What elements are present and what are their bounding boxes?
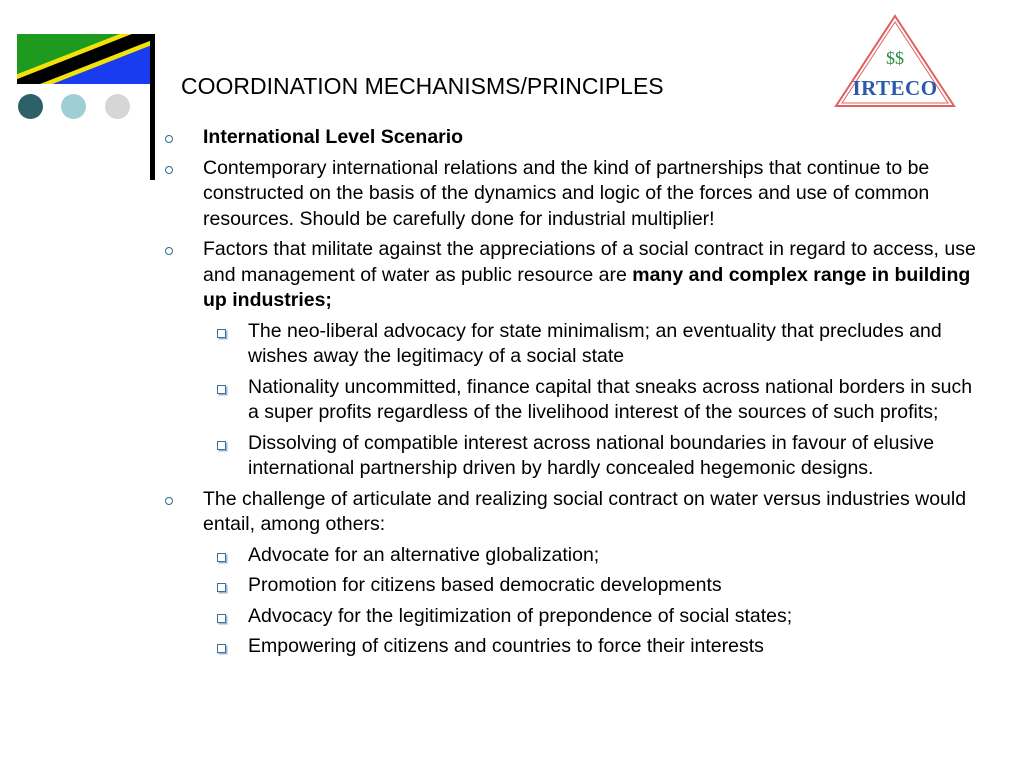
logo-symbol: $$ — [886, 48, 904, 68]
irteco-logo — [834, 14, 956, 108]
decor-dot-dark — [18, 94, 43, 119]
circle-bullet-icon — [165, 247, 173, 255]
decor-dot-light — [61, 94, 86, 119]
bullet-item — [160, 125, 980, 151]
sub-bullet-text: Dissolving of compatible interest across national boundaries in favour of elusive international partnership driven by hardly concealed hegemonic designs. — [248, 431, 935, 479]
bullet-item — [160, 156, 980, 233]
flag-graphic — [17, 34, 155, 84]
bullet-item — [160, 487, 980, 538]
bullet-text-bold: many and complex range in building up industries; — [203, 263, 971, 311]
square-bullet-icon — [217, 614, 226, 623]
logo-name: IRTECO — [852, 76, 938, 100]
sub-bullet-text: Advocacy for the legitimization of prepondence of social states; — [248, 604, 793, 627]
square-bullet-icon — [217, 583, 226, 592]
bullet-item — [160, 237, 980, 314]
bullet-heading: International Level Scenario — [203, 126, 464, 148]
bullet-text: The challenge of articulate and realizing social contract on water versus industries would entail, among others: — [203, 487, 967, 535]
circle-bullet-icon — [165, 497, 173, 505]
bullet-text: Contemporary international relations and the kind of partnerships that continue to be constructed on the basis of the dynamics and logic of the forces and use of common resources. Should be carefully done for industrial multiplier! — [203, 156, 930, 230]
sub-bullet-item — [160, 573, 980, 599]
sub-bullet-item — [160, 543, 980, 569]
sub-bullet-item — [160, 431, 980, 482]
title-accent-bar — [150, 34, 155, 180]
sub-bullet-text: Empowering of citizens and countries to force their interests — [248, 635, 764, 657]
sub-bullet-text: The neo-liberal advocacy for state minimalism; an eventuality that precludes and wishes away the legitimacy of a social state — [248, 319, 942, 367]
sub-bullet-item — [160, 319, 980, 370]
tanzania-flag — [17, 34, 155, 84]
square-bullet-icon — [217, 329, 226, 338]
slide-content — [160, 125, 980, 665]
sub-bullet-text: Advocate for an alternative globalization; — [248, 543, 600, 566]
square-bullet-icon — [217, 385, 226, 394]
slide-title: COORDINATION MECHANISMS/PRINCIPLES — [181, 73, 664, 99]
circle-bullet-icon — [165, 166, 173, 174]
square-bullet-icon — [217, 644, 226, 653]
sub-bullet-item — [160, 604, 980, 630]
sub-bullet-text: Promotion for citizens based democratic developments — [248, 574, 722, 596]
circle-bullet-icon — [165, 135, 173, 143]
sub-bullet-item — [160, 634, 980, 660]
decor-dot-gray — [105, 94, 130, 119]
square-bullet-icon — [217, 441, 226, 450]
sub-bullet-item — [160, 375, 980, 426]
sub-bullet-text: Nationality uncommitted, finance capital that sneaks across national borders in such a super profits regardless of the livelihood interest of the sources of such profits; — [248, 375, 973, 423]
square-bullet-icon — [217, 553, 226, 562]
bullet-text: Factors that militate against the appreciations of a social contract in regard to access, use and management of water as public resource are — [203, 238, 976, 286]
